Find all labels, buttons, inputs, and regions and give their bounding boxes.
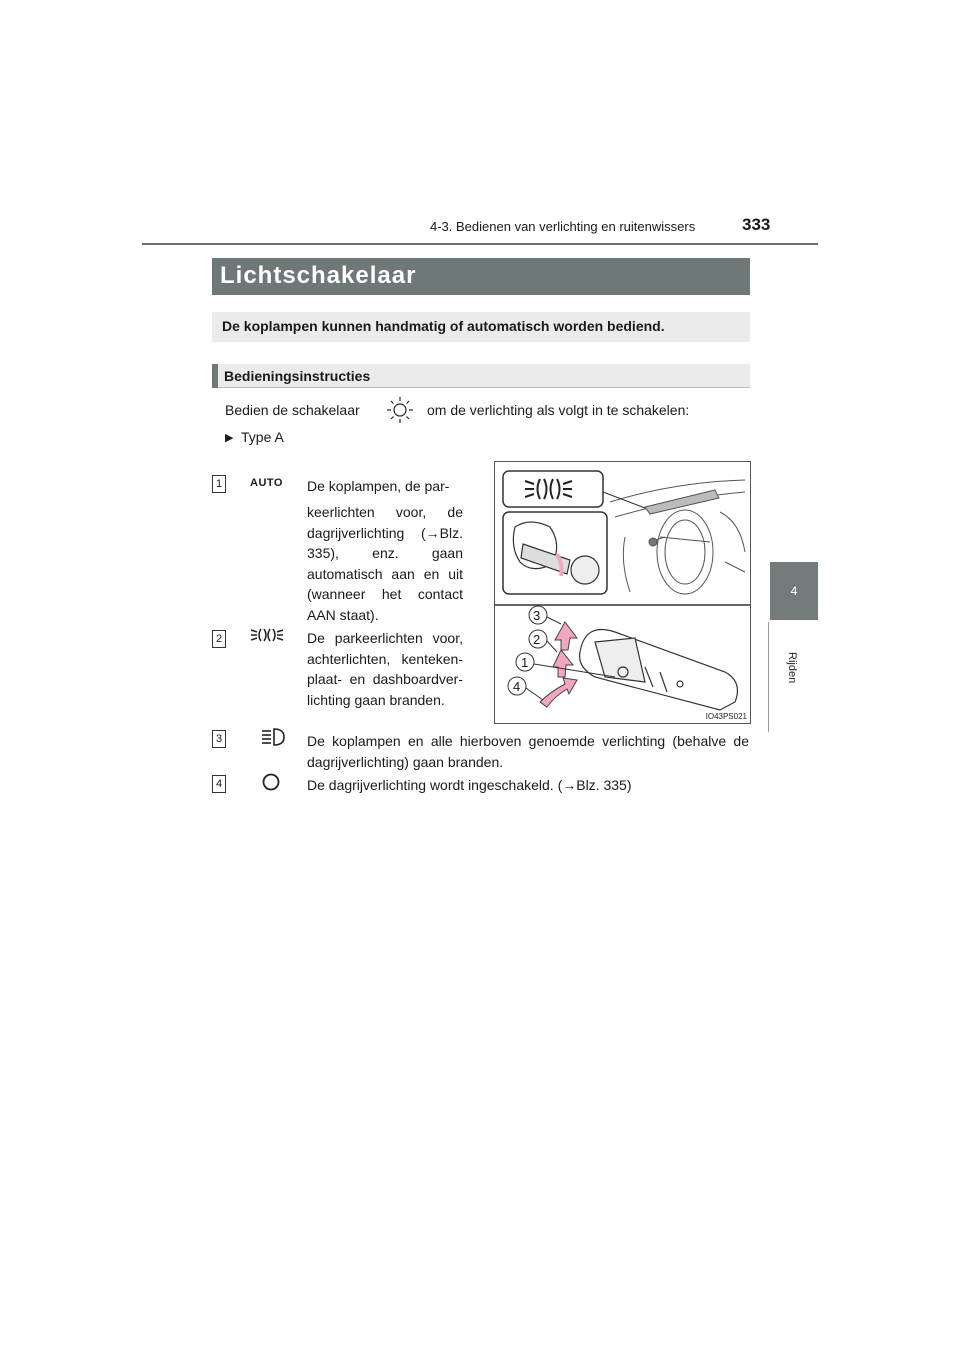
page-title: Lichtschakelaar [220, 262, 417, 289]
callout-4: 4 [513, 679, 521, 694]
chapter-tab: 4 [770, 562, 818, 620]
item-4-text: De dagrijverlichting wordt ingeschakeld. (→Blz. 335) [307, 777, 632, 793]
light-switch-icon [380, 396, 420, 424]
header-rule [142, 243, 818, 245]
intro-text-after: om de verlichting als volgt in te schakelen: [427, 402, 690, 418]
figure-code: IO43PS021 [705, 712, 747, 721]
page-number: 333 [742, 215, 771, 234]
light-switch-figure [494, 461, 751, 724]
item-number-1: 1 [212, 475, 226, 493]
item-number-2: 2 [212, 630, 226, 648]
summary-text: De koplampen kunnen handmatig of automatisch worden bediend. [222, 318, 665, 334]
item-1-first-line: De koplampen, de par- [307, 478, 450, 494]
intro-text-before: Bedien de schakelaar [225, 402, 360, 418]
type-label: Type A [241, 429, 284, 445]
callout-1: 1 [521, 655, 529, 670]
bullet-arrow-icon: ▶ [225, 432, 234, 444]
item-2-text: De parkeerlichten voor, achterlichten, kenteken-plaat- en dashboardver-lichting gaan branden. [307, 630, 463, 708]
drl-icon [260, 772, 282, 792]
auto-symbol: AUTO [250, 477, 283, 489]
item-number-3: 3 [212, 730, 226, 748]
parking-lights-icon [249, 625, 285, 645]
subsection-accent [212, 364, 218, 388]
header-section-title: 4-3. Bedienen van verlichting en ruitenwissers [430, 219, 696, 234]
subsection-title: Bedieningsinstructies [224, 368, 371, 384]
item-3-text: De koplampen en alle hierboven genoemde verlichting (behalve de dagrijverlichting) gaan branden. [307, 733, 749, 770]
item-1-text: keerlichten voor, de dagrijverlichting (→Blz. 335), enz. gaan automatisch aan en uit (wanneer het contact AAN staat). [307, 504, 463, 623]
figure-illustration [495, 462, 750, 723]
chapter-tab-label: Rijden [786, 652, 798, 684]
item-number-4: 4 [212, 775, 226, 793]
callout-3: 3 [533, 608, 541, 623]
headlight-icon [260, 726, 286, 748]
callout-2: 2 [533, 632, 541, 647]
chapter-tab-divider [768, 622, 769, 732]
